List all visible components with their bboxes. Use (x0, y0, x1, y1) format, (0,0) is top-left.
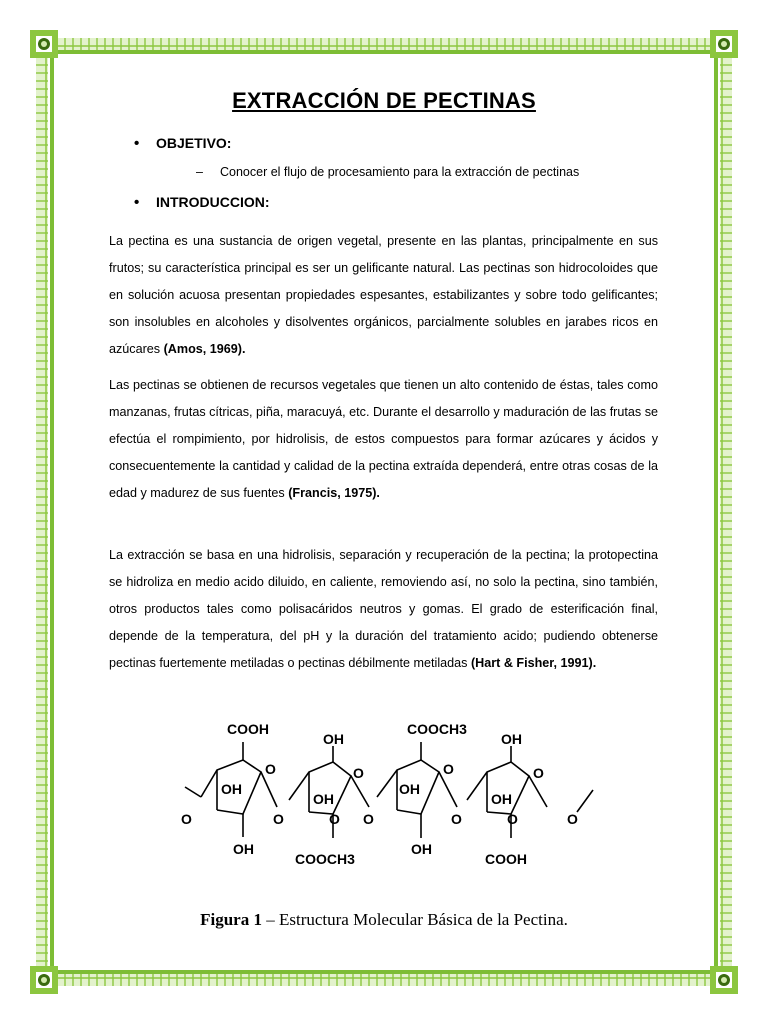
label-ring-o-3: O (443, 761, 454, 777)
label-oh-ring-3: OH (399, 781, 420, 797)
citation: (Hart & Fisher, 1991). (470, 656, 597, 670)
paragraph-1 (109, 228, 658, 363)
document-page (109, 0, 659, 1024)
label-ring-o-1: O (265, 761, 276, 777)
pectin-molecular-structure (181, 712, 601, 872)
paragraph-2 (109, 372, 658, 507)
label-ring-o-bottom-4: O (507, 811, 518, 827)
citation: (Amos, 1969). (163, 342, 246, 356)
label-link-o-0: O (181, 811, 192, 827)
corner-ornament-bottom-right (710, 966, 738, 994)
document-title: EXTRACCIÓN DE PECTINAS (232, 88, 536, 113)
paragraph-text: La pectina es una sustancia de origen vegetal, presente en las plantas, principalmente en sus frutos; su característica principal es ser un gelificante natural. Las pectinas son hidrocoloides que en solución acuosa presentan propiedades espesantes, estabilizantes y sobre todo gelificantes; son insolubles en alcoholes y disolventes orgánicos, parcialmente solubles en jarabes ricos en azúcares (109, 234, 658, 356)
label-oh-ring-2: OH (313, 791, 334, 807)
label-cooh-bottom: COOH (485, 851, 527, 867)
corner-ornament-top-right (710, 30, 738, 58)
bullet-introduccion (134, 194, 270, 211)
dash-icon: – (196, 165, 203, 179)
bullet-dot-icon: • (134, 135, 140, 152)
label-oh-top-1: OH (323, 731, 344, 747)
corner-ornament-bottom-left (30, 966, 58, 994)
label-cooch3-top: COOCH3 (407, 721, 467, 737)
citation: (Francis, 1975). (288, 486, 380, 500)
figure-caption-label: Figura 1 (200, 910, 262, 929)
label-oh-bottom-3: OH (411, 841, 432, 857)
paragraph-text: La extracción se basa en una hidrolisis, separación y recuperación de la pectina; la protopectina se hidroliza en medio acido diluido, en caliente, removiendo así, no solo la pectina, sino también, otros productos tales como polisacáridos neutros y gomas. El grado de esterificación final, depende de la temperatura, del pH y la duración del tratamiento acido; pudiendo obtenerse pectinas fuertemente metiladas o pectinas débilmente metiladas (109, 548, 658, 670)
label-ring-o-2: O (353, 765, 364, 781)
paragraph-3 (109, 542, 658, 677)
label-ring-o-bottom-2: O (329, 811, 340, 827)
label-ring-o-4: O (533, 765, 544, 781)
label-oh-top-2: OH (501, 731, 522, 747)
label-link-o-2: O (363, 811, 374, 827)
label-link-o-3: O (451, 811, 462, 827)
bullet-label: INTRODUCCION: (156, 194, 270, 210)
bullet-label: OBJETIVO: (156, 135, 232, 151)
label-cooch3-bottom: COOCH3 (295, 851, 355, 867)
label-link-o-1: O (273, 811, 284, 827)
label-oh-ring-1: OH (221, 781, 242, 797)
paragraph-text: Las pectinas se obtienen de recursos vegetales que tienen un alto contenido de éstas, tales como manzanas, frutas cítricas, piña, maracuyá, etc. Durante el desarrollo y maduración de las frutas se efectúa el rompimiento, por hidrolisis, de estos compuestos para formar azúcares y ácidos y consecuentemente la cantidad y calidad de la pectina extraída dependerá, entre otras cosas de la edad y madurez de sus fuentes (109, 378, 658, 500)
label-oh-ring-4: OH (491, 791, 512, 807)
objetivo-text: Conocer el flujo de procesamiento para la extracción de pectinas (220, 165, 580, 179)
label-cooh-top: COOH (227, 721, 269, 737)
objetivo-item (196, 165, 580, 179)
bullet-objetivo (134, 135, 232, 152)
corner-ornament-top-left (30, 30, 58, 58)
figure-caption (109, 910, 659, 930)
bullet-dot-icon: • (134, 194, 140, 211)
label-oh-bottom-1: OH (233, 841, 254, 857)
label-link-o-4: O (567, 811, 578, 827)
figure-caption-text: – Estructura Molecular Básica de la Pectina. (261, 910, 568, 929)
